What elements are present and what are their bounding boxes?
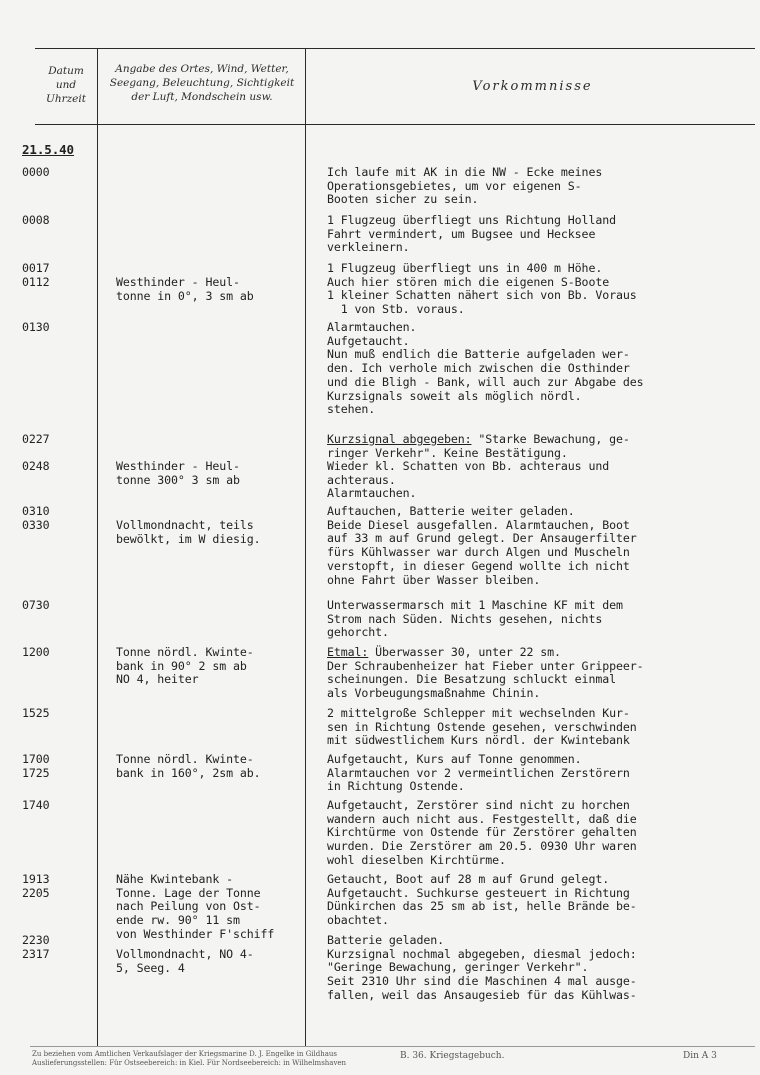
time-entry: 2317 <box>22 947 50 961</box>
event-entry: Alarmtauchen. Aufgetaucht. Nun muß endlich die Batterie aufgeladen wer- den. Ich verhole mich zwischen die Osthinder und die Bligh - Bank, will auch zur Abgabe des Kurzsignals soweit als möglich nördl. stehen. <box>327 320 644 417</box>
event-entry: Etmal: Überwasser 30, unter 22 sm. Der Schraubenheizer hat Fieber unter Grippeer- scheinungen. Die Besatzung schluckt einmal als Vorbeugungsmaßnahme Chinin. <box>327 645 644 701</box>
time-entry: 1525 <box>22 706 50 720</box>
event-entry: 1 Flugzeug überfliegt uns in 400 m Höhe. Auch hier stören mich die eigenen S-Boote 1 kleiner Schatten nähert sich von Bb. Voraus 1 von Stb. voraus. <box>327 261 637 317</box>
event-entry: Auftauchen, Batterie weiter geladen. Beide Diesel ausgefallen. Alarmtauchen, Boot auf 33 m auf Grund gelegt. Der Ansaugerfilter fürs Kühlwasser war durch Algen und Muscheln verstopft, in dieser Gegend wollte ich nicht ohne Fahrt über Wasser bleiben. <box>327 504 637 587</box>
event-entry: Getaucht, Boot auf 28 m auf Grund gelegt. Aufgetaucht. Suchkurse gesteuert in Richtung Dünkirchen das 25 sm ab ist, helle Brände be- obachtet. <box>327 872 637 928</box>
time-entry: 0130 <box>22 320 50 334</box>
time-entry: 0330 <box>22 518 50 532</box>
time-entry: 0248 <box>22 459 50 473</box>
header-events: Vorkommnisse <box>472 79 593 94</box>
footer-paper-size: Din A 3 <box>683 1051 717 1061</box>
header-time: Datum und Uhrzeit <box>46 65 86 105</box>
top-rule <box>35 48 755 49</box>
time-entry: 0008 <box>22 213 50 227</box>
event-entry: 2 mittelgroße Schlepper mit wechselnden Kur- sen in Richtung Ostende gesehen, verschwinden mit südwestlichem Kurs nördl. der Kwintebank <box>327 706 637 748</box>
column-divider-1 <box>97 48 98 1047</box>
time-entry: 1200 <box>22 645 50 659</box>
time-entry: 1700 <box>22 752 50 766</box>
footer-rule <box>30 1046 755 1047</box>
time-entry: 1725 <box>22 766 50 780</box>
column-divider-2 <box>305 48 306 1047</box>
time-entry: 0112 <box>22 275 50 289</box>
time-entry: 0000 <box>22 165 50 179</box>
place-entry: Tonne nördl. Kwinte- bank in 90° 2 sm ab NO 4, heiter <box>116 645 254 687</box>
log-date: 21.5.40 <box>22 142 74 157</box>
place-entry: Westhinder - Heul- tonne in 0°, 3 sm ab <box>116 275 254 303</box>
time-entry: 0017 <box>22 261 50 275</box>
footer-publisher: Zu beziehen vom Amtlichen Verkaufslager der Kriegsmarine D. J. Engelke in Gildhaus Auslieferungsstellen: Für Ostseebereich: in Kiel. Für Nordseebereich: in Wilhelmshaven <box>32 1050 347 1067</box>
footer-form-title: B. 36. Kriegstagebuch. <box>400 1051 505 1061</box>
time-entry: 0310 <box>22 504 50 518</box>
place-entry: Westhinder - Heul- tonne 300° 3 sm ab <box>116 459 240 487</box>
header-place: Angabe des Ortes, Wind, Wetter, Seegang, Beleuchtung, Sichtigkeit der Luft, Mondschein usw. <box>109 63 295 103</box>
time-entry: 0730 <box>22 598 50 612</box>
time-entry: 1740 <box>22 798 50 812</box>
event-entry: Unterwassermarsch mit 1 Maschine KF mit dem Strom nach Süden. Nichts gesehen, nichts gehorcht. <box>327 598 623 640</box>
place-entry: Tonne nördl. Kwinte- bank in 160°, 2sm ab. <box>116 752 261 780</box>
event-entry: Ich laufe mit AK in die NW - Ecke meines Operationsgebietes, um vor eigenen S- Booten sicher zu sein. <box>327 165 603 207</box>
time-entry: 2205 <box>22 886 50 900</box>
time-entry: 0227 <box>22 432 50 446</box>
header-rule <box>35 124 755 125</box>
time-entry: 1913 <box>22 872 50 886</box>
event-entry: Wieder kl. Schatten von Bb. achteraus und achteraus. Alarmtauchen. <box>327 459 610 501</box>
event-entry: Aufgetaucht, Zerstörer sind nicht zu horchen wandern auch nicht aus. Festgestellt, daß die Kirchtürme von Ostende für Zerstörer gehalten wurden. Die Zerstörer am 20.5. 0930 Uhr waren wohl dieselben Kirchtürme. <box>327 798 637 867</box>
event-entry: Kurzsignal abgegeben: "Starke Bewachung, ge- ringer Verkehr". Keine Bestätigung. <box>327 432 630 460</box>
event-entry: Batterie geladen. Kurzsignal nochmal abgegeben, diesmal jedoch: "Geringe Bewachung, geringer Verkehr". Seit 2310 Uhr sind die Maschinen 4 mal ausge- fallen, weil das Ansaugesieb für das Kühlwas- <box>327 933 637 1002</box>
place-entry: Nähe Kwintebank - Tonne. Lage der Tonne nach Peilung von Ost- ende rw. 90° 11 sm von Westhinder F'schiff <box>116 872 275 941</box>
time-entry: 2230 <box>22 933 50 947</box>
place-entry: Vollmondnacht, NO 4- 5, Seeg. 4 <box>116 947 254 975</box>
event-entry: Aufgetaucht, Kurs auf Tonne genommen. Alarmtauchen vor 2 vermeintlichen Zerstörern in Richtung Ostende. <box>327 752 630 794</box>
event-entry: 1 Flugzeug überfliegt uns Richtung Holland Fahrt vermindert, um Bugsee und Hecksee verkleinern. <box>327 213 616 255</box>
place-entry: Vollmondnacht, teils bewölkt, im W diesig. <box>116 518 261 546</box>
